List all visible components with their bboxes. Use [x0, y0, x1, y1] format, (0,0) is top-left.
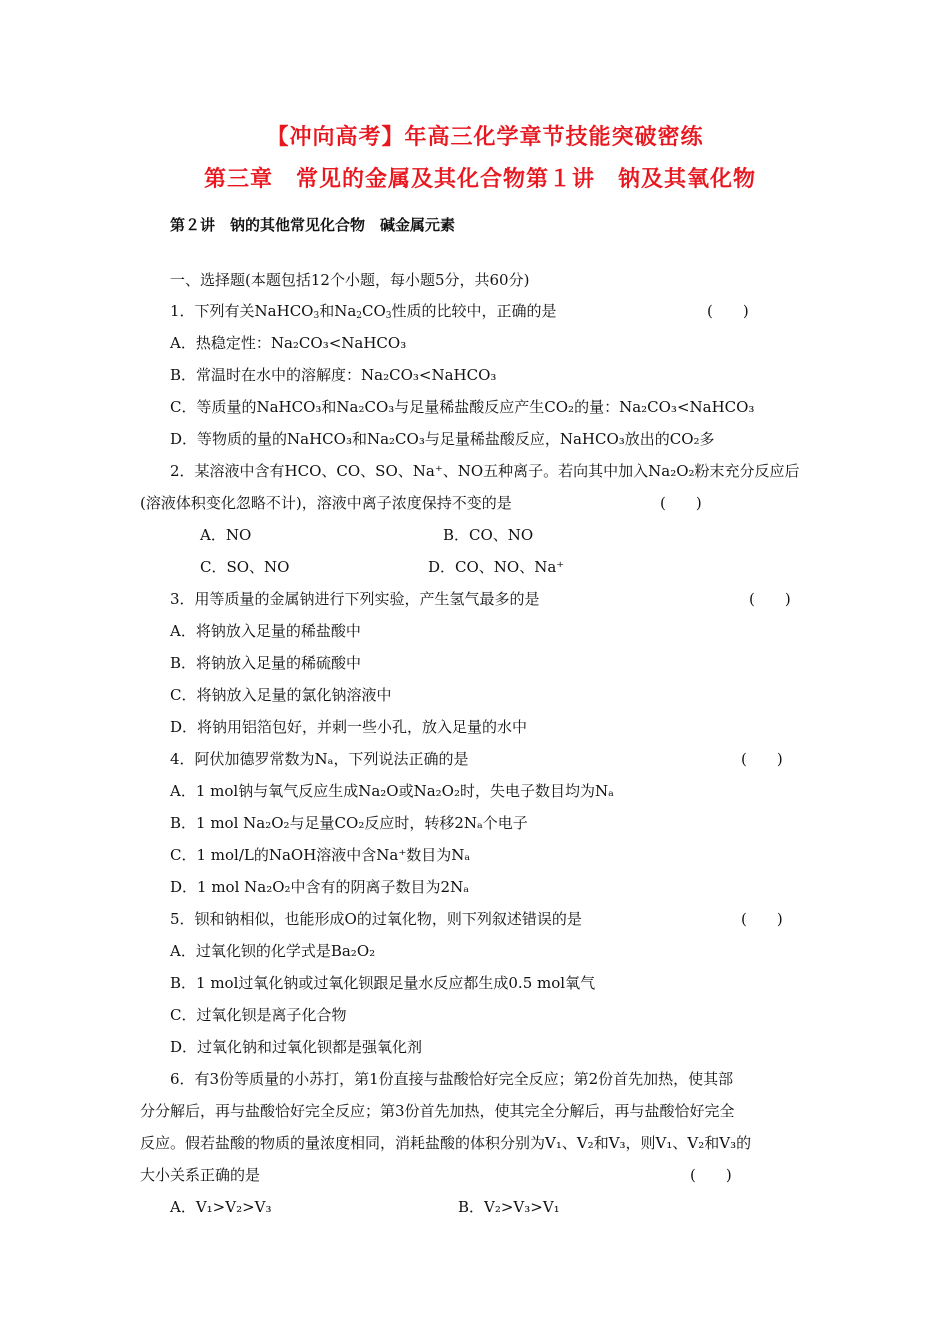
document-title: 【冲向高考】年高三化学章节技能突破密练	[266, 124, 704, 150]
q2-stem-line2: (溶液体积变化忽略不计)，溶液中离子浓度保持不变的是	[140, 494, 512, 512]
chapter-title: 第三章 常见的金属及其化合物第１讲 钠及其氧化物	[203, 166, 756, 192]
q2-answer-blank: ( )	[660, 494, 702, 512]
q6-option-a: A．V₁>V₂>V₃	[170, 1198, 272, 1216]
q2-stem-line1: 2．某溶液中含有HCO、CO、SO、Na⁺、NO五种离子。若向其中加入Na₂O₂粉末充分反应后	[170, 462, 800, 480]
q5-option-a: A．过氧化钡的化学式是Ba₂O₂	[170, 942, 376, 960]
q6-stem-line1: 6．有3份等质量的小苏打，第1份直接与盐酸恰好完全反应；第2份首先加热，使其部	[170, 1070, 734, 1088]
q1-option-b: B．常温时在水中的溶解度：Na₂CO₃<NaHCO₃	[170, 366, 497, 384]
q3-option-a: A．将钠放入足量的稀盐酸中	[170, 622, 361, 640]
q5-stem: 5．钡和钠相似，也能形成O的过氧化物，则下列叙述错误的是	[170, 910, 582, 928]
section-heading: 一、选择题(本题包括12个小题，每小题5分，共60分)	[170, 271, 530, 289]
q3-option-d: D．将钠用铝箔包好，并刺一些小孔，放入足量的水中	[170, 718, 528, 736]
q1-option-a: A．热稳定性：Na₂CO₃<NaHCO₃	[170, 334, 407, 352]
q2-option-a: A．NO	[200, 526, 252, 544]
q2-option-d: D．CO、NO、Na⁺	[428, 558, 565, 576]
q1-option-c: C．等质量的NaHCO₃和Na₂CO₃与足量稀盐酸反应产生CO₂的量：Na₂CO₃<NaHCO₃	[170, 398, 755, 416]
q2-option-b: B．CO、NO	[443, 526, 534, 544]
q4-stem: 4．阿伏加德罗常数为Nₐ，下列说法正确的是	[170, 750, 469, 768]
q4-answer-blank: ( )	[741, 750, 783, 768]
q6-answer-blank: ( )	[690, 1166, 732, 1184]
q1-answer-blank: ( )	[707, 302, 749, 320]
q3-option-b: B．将钠放入足量的稀硫酸中	[170, 654, 362, 672]
q5-answer-blank: ( )	[741, 910, 783, 928]
q4-option-b: B．1 mol Na₂O₂与足量CO₂反应时，转移2Nₐ个电子	[170, 814, 528, 832]
q3-option-c: C．将钠放入足量的氯化钠溶液中	[170, 686, 392, 704]
q6-stem-line4: 大小关系正确的是	[140, 1166, 261, 1184]
q6-stem-line2: 分分解后，再与盐酸恰好完全反应；第3份首先加热，使其完全分解后，再与盐酸恰好完全	[140, 1102, 735, 1120]
q6-option-b: B．V₂>V₃>V₁	[458, 1198, 560, 1216]
q2-option-c: C．SO、NO	[200, 558, 290, 576]
q1-option-d: D．等物质的量的NaHCO₃和Na₂CO₃与足量稀盐酸反应，NaHCO₃放出的CO₂多	[170, 430, 715, 448]
q1-stem: 1．下列有关NaHCO$_3$和$Na_2CO_3$性质的比较中，正确的是	[170, 302, 557, 321]
q5-option-c: C．过氧化钡是离子化合物	[170, 1006, 347, 1024]
q4-option-d: D．1 mol Na₂O₂中含有的阴离子数目为2Nₐ	[170, 878, 470, 896]
q3-answer-blank: ( )	[749, 590, 791, 608]
q5-option-b: B．1 mol过氧化钠或过氧化钡跟足量水反应都生成0.5 mol氧气	[170, 974, 596, 992]
q5-option-d: D．过氧化钠和过氧化钡都是强氧化剂	[170, 1038, 423, 1056]
q4-option-c: C．1 mol/L的NaOH溶液中含Na⁺数目为Nₐ	[170, 846, 471, 864]
lesson-subtitle: 第２讲 钠的其他常见化合物 碱金属元素	[170, 216, 456, 234]
q3-stem: 3．用等质量的金属钠进行下列实验，产生氢气最多的是	[170, 590, 540, 608]
q4-option-a: A．1 mol钠与氧气反应生成Na₂O或Na₂O₂时，失电子数目均为Nₐ	[170, 782, 614, 800]
q6-stem-line3: 反应。假若盐酸的物质的量浓度相同，消耗盐酸的体积分别为V₁、V₂和V₃，则V₁、V₂和V₃的	[140, 1134, 752, 1152]
